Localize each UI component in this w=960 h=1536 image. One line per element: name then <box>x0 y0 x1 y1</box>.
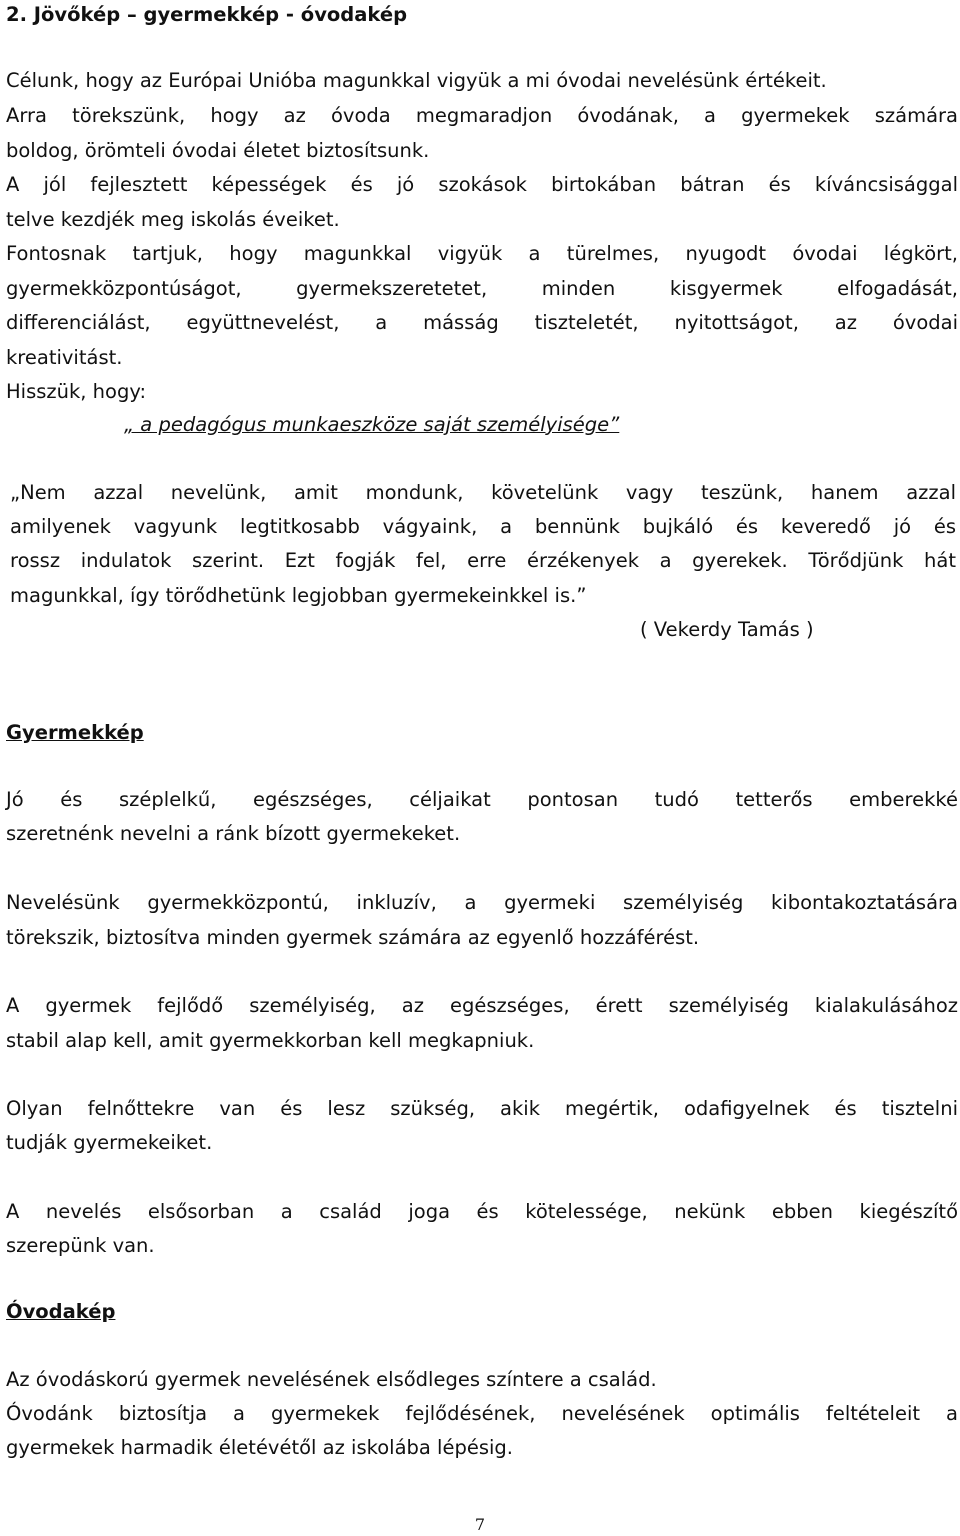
jovokep-line: telve kezdjék meg iskolás éveiket. <box>6 208 340 231</box>
jovokep-line: differenciálást, együttnevelést, a másság tiszteletét, nyitottságot, az óvodai <box>6 311 958 334</box>
gyermekkep-paragraph-line: A nevelés elsősorban a család joga és kötelessége, nekünk ebben kiegészítő <box>6 1200 958 1223</box>
gyermekkep-paragraph-line: törekszik, biztosítva minden gyermek számára az egyenlő hozzáférést. <box>6 926 700 949</box>
gyermekkep-paragraph-line: tudják gyermekeiket. <box>6 1131 213 1154</box>
jovokep-line: boldog, örömteli óvodai életet biztosítsunk. <box>6 139 430 162</box>
quote-line: „Nem azzal nevelünk, amit mondunk, követelünk vagy teszünk, hanem azzal <box>10 481 956 504</box>
gyermekkep-paragraph-line: szerepünk van. <box>6 1234 155 1257</box>
ovodakep-heading: Óvodakép <box>6 1300 116 1323</box>
ovodakep-line: Óvodánk biztosítja a gyermekek fejlődésének, nevelésének optimális feltételeit a <box>6 1402 958 1425</box>
motto: „ a pedagógus munkaeszköze saját személyisége” <box>124 413 620 436</box>
jovokep-line: Célunk, hogy az Európai Unióba magunkkal vigyük a mi óvodai nevelésünk értékeit. <box>6 69 827 92</box>
quote-author: ( Vekerdy Tamás ) <box>640 618 814 641</box>
jovokep-line: gyermekközpontúságot, gyermekszeretetet, minden kisgyermek elfogadását, <box>6 277 958 300</box>
gyermekkep-paragraph-line: A gyermek fejlődő személyiség, az egészséges, érett személyiség kialakulásához <box>6 994 958 1017</box>
jovokep-line: kreativitást. <box>6 346 123 369</box>
jovokep-line: A jól fejlesztett képességek és jó szokások birtokában bátran és kíváncsisággal <box>6 173 958 196</box>
gyermekkep-paragraph-line: szeretnénk nevelni a ránk bízott gyermekeket. <box>6 822 461 845</box>
gyermekkep-paragraph-line: Jó és széplelkű, egészséges, céljaikat pontosan tudó tetterős emberekké <box>6 788 958 811</box>
section-title: 2. Jövőkép – gyermekkép - óvodakép <box>6 3 408 26</box>
jovokep-line: Fontosnak tartjuk, hogy magunkkal vigyük a türelmes, nyugodt óvodai légkört, <box>6 242 958 265</box>
page-number: 7 <box>474 1515 486 1534</box>
gyermekkep-heading: Gyermekkép <box>6 721 144 744</box>
gyermekkep-paragraph-line: Nevelésünk gyermekközpontú, inkluzív, a gyermeki személyiség kibontakoztatására <box>6 891 958 914</box>
jovokep-line: Arra törekszünk, hogy az óvoda megmaradjon óvodának, a gyermekek számára <box>6 104 958 127</box>
quote-line: rossz indulatok szerint. Ezt fogják fel, erre érzékenyek a gyerekek. Törődjünk hát <box>10 549 956 572</box>
quote-line: magunkkal, így törődhetünk legjobban gyermekeinkkel is.” <box>10 584 587 607</box>
gyermekkep-paragraph-line: stabil alap kell, amit gyermekkorban kell megkapniuk. <box>6 1029 535 1052</box>
ovodakep-line: Az óvodáskorú gyermek nevelésének elsődleges színtere a család. <box>6 1368 657 1391</box>
jovokep-line: Hisszük, hogy: <box>6 380 147 403</box>
ovodakep-line: gyermekek harmadik életévétől az iskolába lépésig. <box>6 1436 513 1459</box>
quote-line: amilyenek vagyunk legtitkosabb vágyaink, a bennünk bujkáló és keveredő jó és <box>10 515 956 538</box>
gyermekkep-paragraph-line: Olyan felnőttekre van és lesz szükség, akik megértik, odafigyelnek és tisztelni <box>6 1097 958 1120</box>
